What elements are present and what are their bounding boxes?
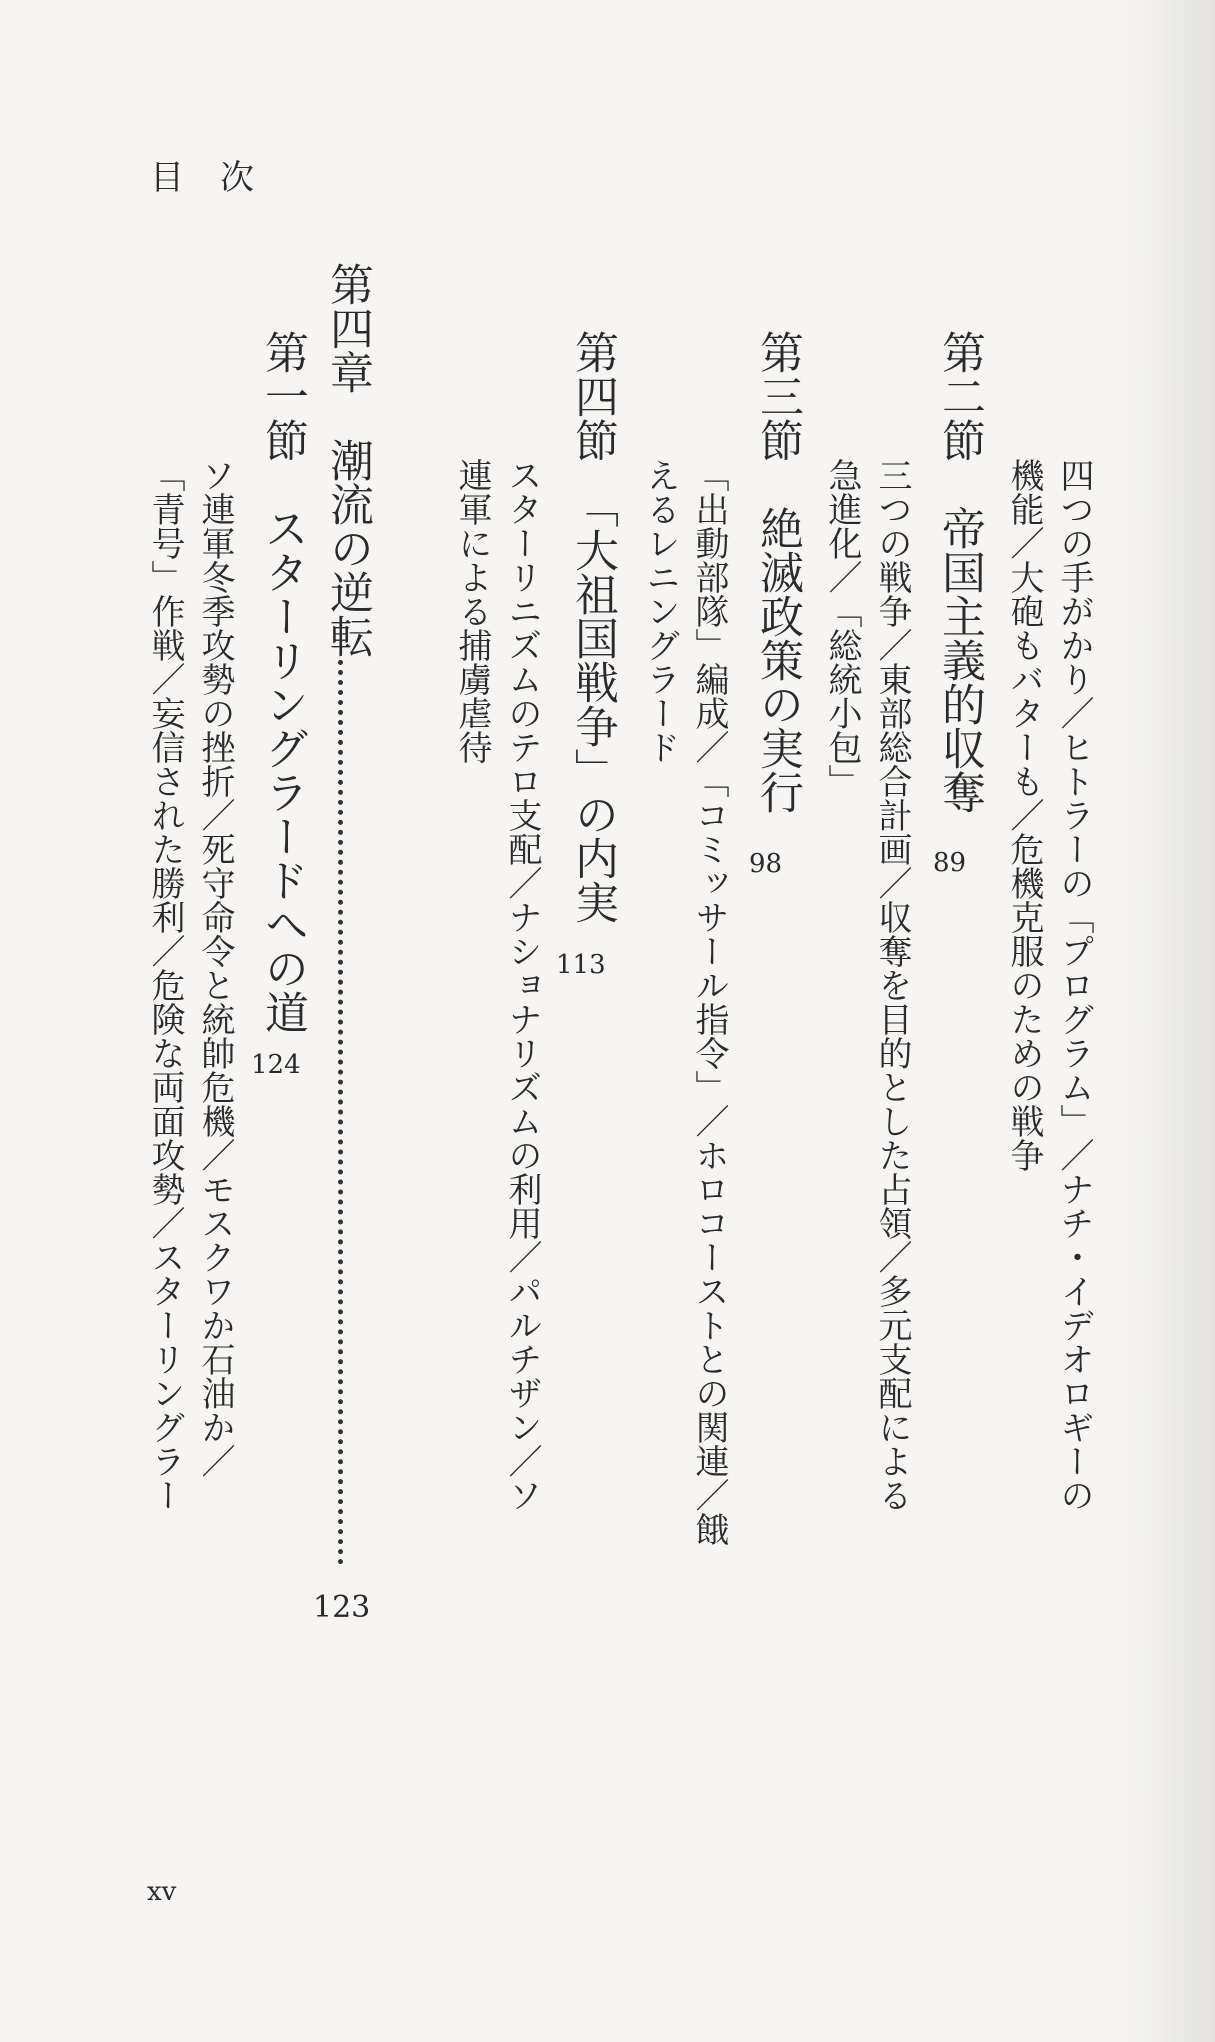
page-folio: xv: [147, 1877, 177, 1907]
toc-text-line: 急進化／「総統小包」: [822, 458, 862, 798]
toc-text-line: えるレニングラード: [640, 458, 680, 764]
toc-header: 目次: [150, 158, 290, 198]
page-number: 124: [251, 1050, 301, 1080]
leader-dots: [338, 660, 343, 1565]
toc-text-line: ソ連軍冬季攻勢の挫折／死守命令と統帥危機／モスクワか石油か／: [195, 458, 235, 1478]
chapter-page-number: 123: [313, 1590, 371, 1625]
section-heading: 第一節 スターリングラードへの道: [257, 330, 308, 1034]
toc-text-line: 連軍による捕虜虐待: [452, 458, 492, 764]
page-number: 113: [556, 950, 606, 980]
toc-text-line: 機能／大砲もバターも／危機克服のための戦争: [1004, 458, 1044, 1172]
chapter-heading: 第四章 潮流の逆転: [322, 262, 373, 658]
section-heading: 第四節 「大祖国戦争」の内実: [567, 330, 618, 924]
toc-text-line: スターリニズムのテロ支配／ナショナリズムの利用／パルチザン／ソ: [502, 458, 542, 1512]
page-number: 98: [749, 849, 783, 879]
section-heading: 第三節 絶滅政策の実行: [752, 330, 803, 814]
page-number: 89: [933, 848, 967, 878]
toc-text-line: 「出動部隊」編成／「コミッサール指令」／ホロコーストとの関連／餓: [689, 458, 729, 1546]
section-heading: 第二節 帝国主義的収奪: [934, 330, 985, 814]
toc-text-line: 三つの戦争／東部総合計画／収奪を目的とした占領／多元支配による: [872, 458, 912, 1512]
page-edge-shadow: [1125, 0, 1215, 2042]
toc-text-line: 四つの手がかり／ヒトラーの「プログラム」／ナチ・イデオロギーの: [1054, 458, 1094, 1512]
toc-text-line: 「青号」作戦／妄信された勝利／危険な両面攻勢／スターリングラー: [145, 458, 185, 1512]
